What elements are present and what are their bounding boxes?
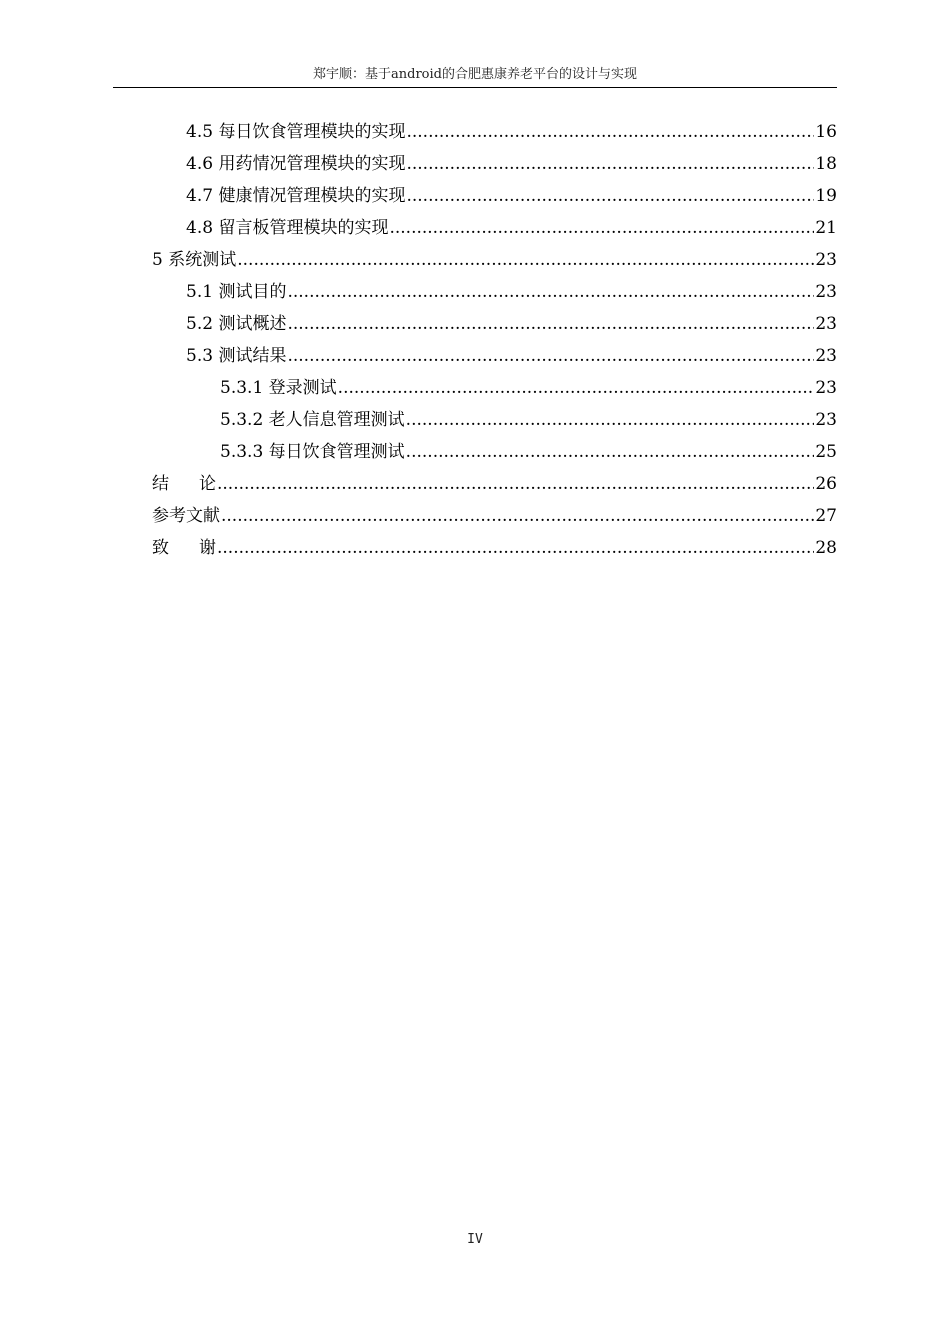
toc-entry[interactable] bbox=[186, 308, 837, 340]
toc-entry[interactable] bbox=[186, 276, 837, 308]
toc-entry-page: 21 bbox=[815, 218, 837, 238]
toc-entry-label: 4.5 每日饮食管理模块的实现 bbox=[186, 122, 406, 142]
toc-dot-leader bbox=[287, 276, 814, 308]
toc-entry-label: 4.7 健康情况管理模块的实现 bbox=[186, 186, 406, 206]
toc-entry-page: 23 bbox=[815, 250, 837, 270]
toc-entry[interactable] bbox=[186, 180, 837, 212]
toc-dot-leader bbox=[217, 468, 814, 500]
toc-entry[interactable] bbox=[220, 404, 837, 436]
toc-entry-label: 参考文献 bbox=[152, 506, 220, 526]
toc-entry[interactable] bbox=[186, 116, 837, 148]
toc-dot-leader bbox=[221, 500, 814, 532]
toc-dot-leader bbox=[406, 116, 814, 148]
toc-entry[interactable] bbox=[152, 244, 837, 276]
toc-dot-leader bbox=[389, 212, 814, 244]
toc-entry-label: 5.3 测试结果 bbox=[186, 346, 287, 366]
toc-dot-leader bbox=[406, 436, 815, 468]
toc-dot-leader bbox=[406, 404, 815, 436]
toc-entry-page: 16 bbox=[815, 122, 837, 142]
toc-dot-leader bbox=[287, 340, 814, 372]
toc-entry[interactable] bbox=[186, 340, 837, 372]
toc-entry-page: 23 bbox=[815, 346, 837, 366]
toc-dot-leader bbox=[338, 372, 815, 404]
toc-entry-page: 23 bbox=[815, 282, 837, 302]
toc-entry[interactable] bbox=[152, 500, 837, 532]
toc-entry-label: 5.2 测试概述 bbox=[186, 314, 287, 334]
toc-entry-label: 致谢 bbox=[152, 538, 246, 558]
toc-entry[interactable] bbox=[152, 532, 837, 564]
toc-entry-label: 5.1 测试目的 bbox=[186, 282, 287, 302]
toc-dot-leader bbox=[217, 532, 814, 564]
toc-entry-page: 19 bbox=[815, 186, 837, 206]
toc-entry-label: 4.8 留言板管理模块的实现 bbox=[186, 218, 389, 238]
toc-entry-page: 25 bbox=[815, 442, 837, 462]
toc-entry-page: 18 bbox=[815, 154, 837, 174]
toc-entry[interactable] bbox=[152, 468, 837, 500]
toc-entry-label: 结论 bbox=[152, 474, 246, 494]
toc-entry-label: 5.3.2 老人信息管理测试 bbox=[220, 410, 405, 430]
toc-entry-page: 26 bbox=[815, 474, 837, 494]
toc-entry-page: 23 bbox=[815, 410, 837, 430]
toc-dot-leader bbox=[406, 148, 814, 180]
toc-entry[interactable] bbox=[220, 372, 837, 404]
toc-dot-leader bbox=[237, 244, 814, 276]
toc-entry-label: 5.3.1 登录测试 bbox=[220, 378, 337, 398]
toc-entry[interactable] bbox=[220, 436, 837, 468]
toc-entry-label: 4.6 用药情况管理模块的实现 bbox=[186, 154, 406, 174]
toc-dot-leader bbox=[406, 180, 814, 212]
toc-entry-page: 23 bbox=[815, 378, 837, 398]
page-header-title: 郑宇顺：基于android的合肥惠康养老平台的设计与实现 bbox=[313, 67, 637, 82]
page-number: IV bbox=[467, 1232, 483, 1247]
toc-entry-label: 5 系统测试 bbox=[152, 250, 237, 270]
toc-dot-leader bbox=[287, 308, 814, 340]
toc-entry-page: 27 bbox=[815, 506, 837, 526]
toc-entry-label: 5.3.3 每日饮食管理测试 bbox=[220, 442, 405, 462]
toc-entry-page: 23 bbox=[815, 314, 837, 334]
header-divider bbox=[113, 87, 837, 88]
toc-entry[interactable] bbox=[186, 212, 837, 244]
toc-entry[interactable] bbox=[186, 148, 837, 180]
toc-entry-page: 28 bbox=[815, 538, 837, 558]
